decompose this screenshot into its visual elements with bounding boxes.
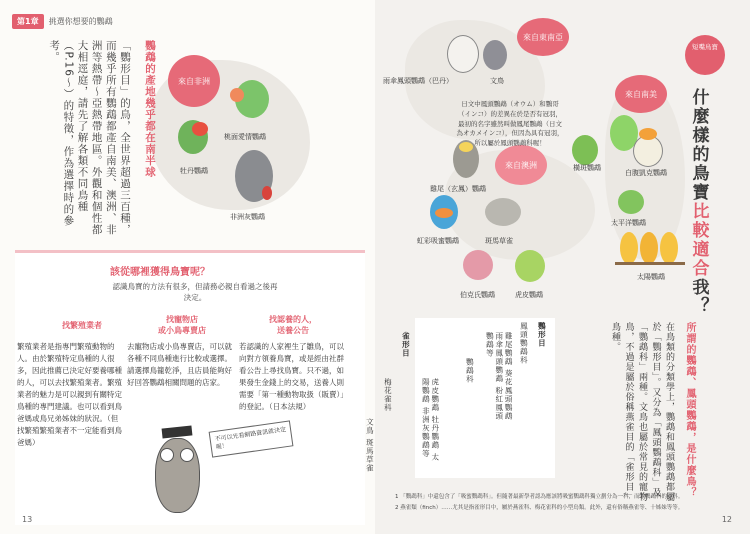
column-head-adoption: 找認養的人， 送養公告 — [269, 315, 317, 335]
region-australia-bubble — [495, 145, 547, 185]
bird-label-peach-face: 桃面愛情鸚鵡 — [224, 133, 266, 141]
owl-mascot-illustration — [150, 423, 205, 518]
grey-parrot-tail — [262, 186, 272, 200]
column-text-adoption: 若認識的人家裡生了雛鳥，可以向對方領養鳥寶，或是經由社群看公告上尋找鳥寶。只不過，如果發生金錢上的交易，送養人則需要「第一種動物取扱（販賣）」的登記。（日本法規） — [239, 342, 344, 411]
zebra-finch-illustration — [485, 198, 521, 226]
tree-parrot-species: 虎皮鸚鵡 牡丹鸚鵡 太陽鸚鵡 非洲灰鸚鵡等 — [421, 378, 440, 462]
perch-branch — [615, 262, 685, 265]
tree-family-estrildidae: 梅花雀科 — [383, 378, 393, 412]
sun-conure-1 — [620, 232, 638, 264]
left-page-number: 13 — [22, 515, 33, 524]
bourke-parrot-illustration — [463, 250, 493, 280]
lovebird-face — [230, 88, 244, 102]
bird-label-canary-winged: 橫斑鸚鵡 — [573, 164, 601, 172]
left-intro-heading: 鸚鵡的產地幾乎都在南半球 — [144, 40, 156, 178]
canary-winged-illustration — [572, 135, 598, 165]
bird-label-white-bellied: 白腹凱克鸚鵡 — [625, 169, 667, 177]
tree-order-passeriformes: 雀形目 — [401, 332, 411, 358]
bird-label-grey: 非洲灰鸚鵡 — [230, 213, 265, 221]
peony-lovebird-face — [192, 122, 208, 136]
java-sparrow-illustration — [483, 40, 507, 70]
chapter-number: 第1章 — [12, 14, 44, 29]
budgie-illustration — [515, 250, 545, 282]
pacific-parrotlet-illustration — [618, 190, 644, 214]
bird-label-java: 文鳥 — [490, 77, 504, 85]
column-head-breeder: 找繁殖業者 — [62, 321, 102, 330]
column-head-petshop: 找寵物店 或小鳥專賣店 — [158, 315, 206, 335]
bird-label-sun: 太陽鸚鵡 — [637, 273, 665, 281]
sun-conure-3 — [660, 232, 678, 264]
region-southeast-asia-label: 來自東南亞 — [523, 32, 563, 42]
tree-family-cacatuidae: 鳳頭鸚鵡科 — [519, 322, 529, 365]
bird-label-peony: 牡丹鸚鵡 — [180, 167, 208, 175]
column-text-breeder: 繁殖業者是指專門繁殖動物的人。由於繁殖特定鳥種的人很多，因此推薦已決定好要養哪種的人，可以去找繁殖業者。繁殖業者的魅力是可以親到有關特定鳥種的專門建議。也可以看到鳥爸媽或鳥兄弟姊妹的狀況。（但找繁殖繁殖業者不一定能看到鳥爸媽） — [17, 342, 122, 447]
footnote-2: 2 燕雀類（finch）……尤其是指雀形目中，屬於燕雀科、梅花雀科的小型鳥類。此外，還有俗稱燕雀等、十姊妹等等。 — [395, 505, 684, 511]
chapter-badge-label: 短嘴鳥寶 — [692, 43, 718, 51]
section-subtitle: 認識鳥寶的方法有很多，但請務必親自看過之後再決定。 — [112, 282, 278, 303]
right-intro-heading: 所謂的鸚鵡、鳳頭鸚鵡，是什麼鳥？ — [684, 322, 695, 498]
chapter-badge — [685, 35, 725, 75]
bird-label-tanimbar: 雨傘鳳頭鸚鵡（巴丹） — [383, 77, 453, 85]
bird-label-budgie: 虎皮鸚鵡 — [515, 291, 543, 299]
tree-order-psittaciformes: 鸚形目 — [537, 322, 547, 348]
title-part-2: 比較適合 — [688, 202, 709, 278]
region-africa-label: 來自非洲 — [178, 76, 210, 86]
classification-tree — [365, 318, 555, 478]
bird-label-zebra: 斑馬草雀 — [485, 237, 513, 245]
sun-conure-2 — [640, 232, 658, 264]
region-australia-label: 來自澳洲 — [505, 160, 537, 170]
speech-note: 不可以光看網路資訊就決定喔！ — [209, 420, 294, 457]
where-to-get-section — [15, 250, 365, 525]
right-page-number: 12 — [721, 515, 732, 524]
tree-family-psittacidae: 鸚鵡科 — [465, 358, 475, 384]
cockatiel-note: 日文中鳳頭鸚鵡（オウム）和鸚哥（インコ）的差異在於是否有冠羽，最初的名字雖然叫做鳳尾鸚鵡（日文為オカメインコ），但因為具有冠羽，所以屬於鳳頭鸚鵡科喔！ — [456, 100, 564, 147]
title-part-1: 什麼樣的鳥寶 — [688, 88, 709, 202]
bird-label-rainbow: 虹彩吸蜜鸚鵡 — [417, 237, 459, 245]
section-title: 該從哪裡獲得鳥寶呢？ — [110, 267, 210, 278]
page-title — [688, 88, 708, 316]
region-southeast-asia-bubble — [517, 18, 569, 56]
white-bellied-caique-head — [639, 128, 657, 140]
right-intro-text: 在鳥類的分類學上，鸚鵡和鳳頭鸚鵡都屬於「鸚形目」。又分為「鳳頭鸚鵡科」及「鸚鵡科」兩種。文鳥也屬於常見的寵物鳥，不過是屬於俗稱燕雀目的「雀形目」鳥種。 — [610, 322, 674, 502]
left-intro-text: 「鸚形目」的鳥，全世界超過三百種，而幾乎所有鸚鵡都產自南美、澳洲、非洲等熱帶～亞熱帶地區。外觀和個性都大相逕庭，請先了解各類不同鳥種（P.16～）的特徵，作為選擇時的參考。 — [48, 40, 131, 236]
footnote-1: 1 「鸚鵡科」中還包含了「吸蜜鸚鵡科」。但隨著最新學者認為應該將吸蜜鸚鵡科獨立劃分為一科，而非鸚鵡科的亞科。 — [395, 494, 684, 500]
region-africa-bubble — [168, 55, 220, 107]
rainbow-lorikeet-chest — [435, 208, 453, 218]
bird-label-pacific: 太平洋鸚鵡 — [611, 219, 646, 227]
cockatoo-illustration — [447, 35, 479, 73]
title-part-3: 我？ — [688, 278, 709, 316]
cockatiel-crest — [459, 142, 473, 152]
bird-label-cockatiel: 雞尾（玄鳳）鸚鵡 — [430, 185, 486, 193]
chapter-tag — [12, 14, 113, 29]
bird-label-bourke: 伯克氏鸚鵡 — [460, 291, 495, 299]
tree-cockatoo-species: 雞尾鸚鵡 葵花鳳頭鸚鵡 雨傘鳳頭鸚鵡 粉紅鳳頭鸚鵡等 — [485, 332, 514, 421]
region-south-america-label: 來自南美 — [625, 89, 657, 99]
region-south-america-bubble — [615, 75, 667, 113]
chapter-title: 挑選你想要的鸚鵡 — [48, 17, 113, 26]
right-page — [365, 0, 750, 534]
column-text-petshop: 去寵物店或小鳥專賣店，可以就各種不同鳥種進行比較或選擇。請選擇鳥籠乾淨，且店員能夠好好回答鸚鵡相關問題的店家。 — [127, 342, 232, 387]
tree-finch-species: 文鳥 斑馬草雀 — [365, 418, 375, 473]
